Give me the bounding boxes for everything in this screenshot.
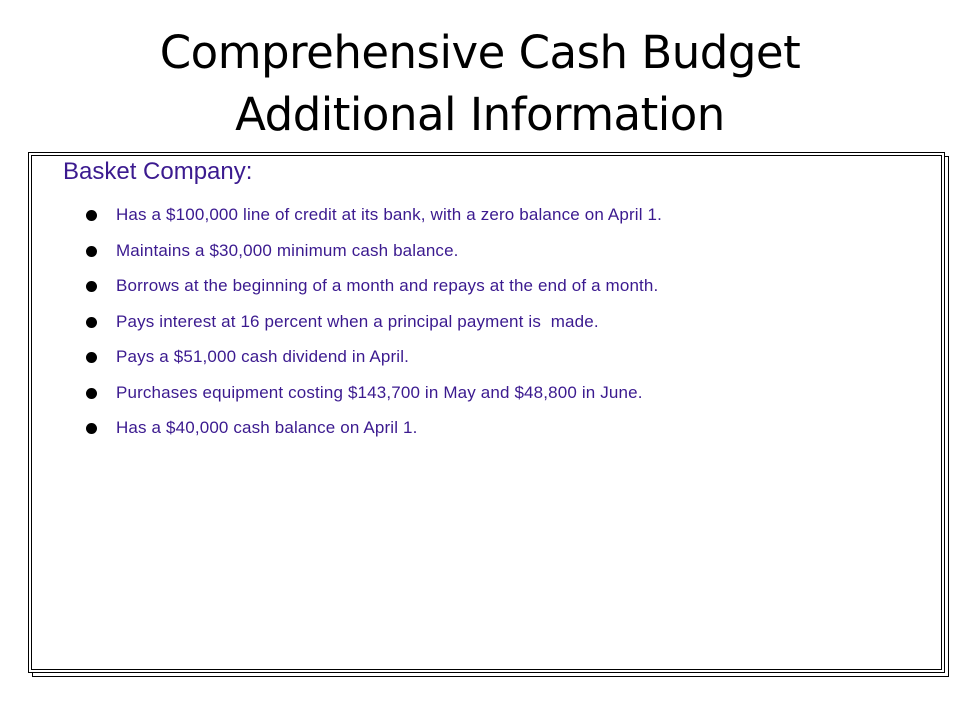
list-item	[86, 274, 662, 310]
list-item	[86, 345, 662, 381]
list-item	[86, 203, 662, 239]
bullet-dot-icon	[86, 210, 97, 221]
list-item	[86, 381, 662, 417]
bullet-text: Maintains a $30,000 minimum cash balance.	[116, 240, 459, 260]
bullet-text: Borrows at the beginning of a month and repays at the end of a month.	[116, 276, 659, 295]
bullet-dot-icon	[86, 281, 97, 292]
slide-title-line-2: Additional Information	[235, 88, 725, 141]
slide-title	[0, 22, 960, 146]
bullet-dot-icon	[86, 352, 97, 363]
bullet-text: Has a $40,000 cash balance on April 1.	[116, 418, 418, 437]
bullet-dot-icon	[86, 423, 97, 434]
bullet-dot-icon	[86, 317, 97, 328]
list-item	[86, 239, 662, 275]
bullet-text: Pays a $51,000 cash dividend in April.	[116, 347, 409, 366]
bullet-text: Purchases equipment costing $143,700 in May and $48,800 in June.	[116, 382, 643, 402]
bullet-text: Has a $100,000 line of credit at its bank, with a zero balance on April 1.	[116, 205, 662, 224]
slide-title-line-1: Comprehensive Cash Budget	[159, 26, 801, 79]
list-item	[86, 416, 662, 452]
info-bullet-list	[86, 203, 662, 452]
bullet-text: Pays interest at 16 percent when a principal payment is made.	[116, 311, 599, 331]
bullet-dot-icon	[86, 388, 97, 399]
company-heading: Basket Company:	[63, 158, 253, 185]
list-item	[86, 310, 662, 346]
bullet-dot-icon	[86, 246, 97, 257]
